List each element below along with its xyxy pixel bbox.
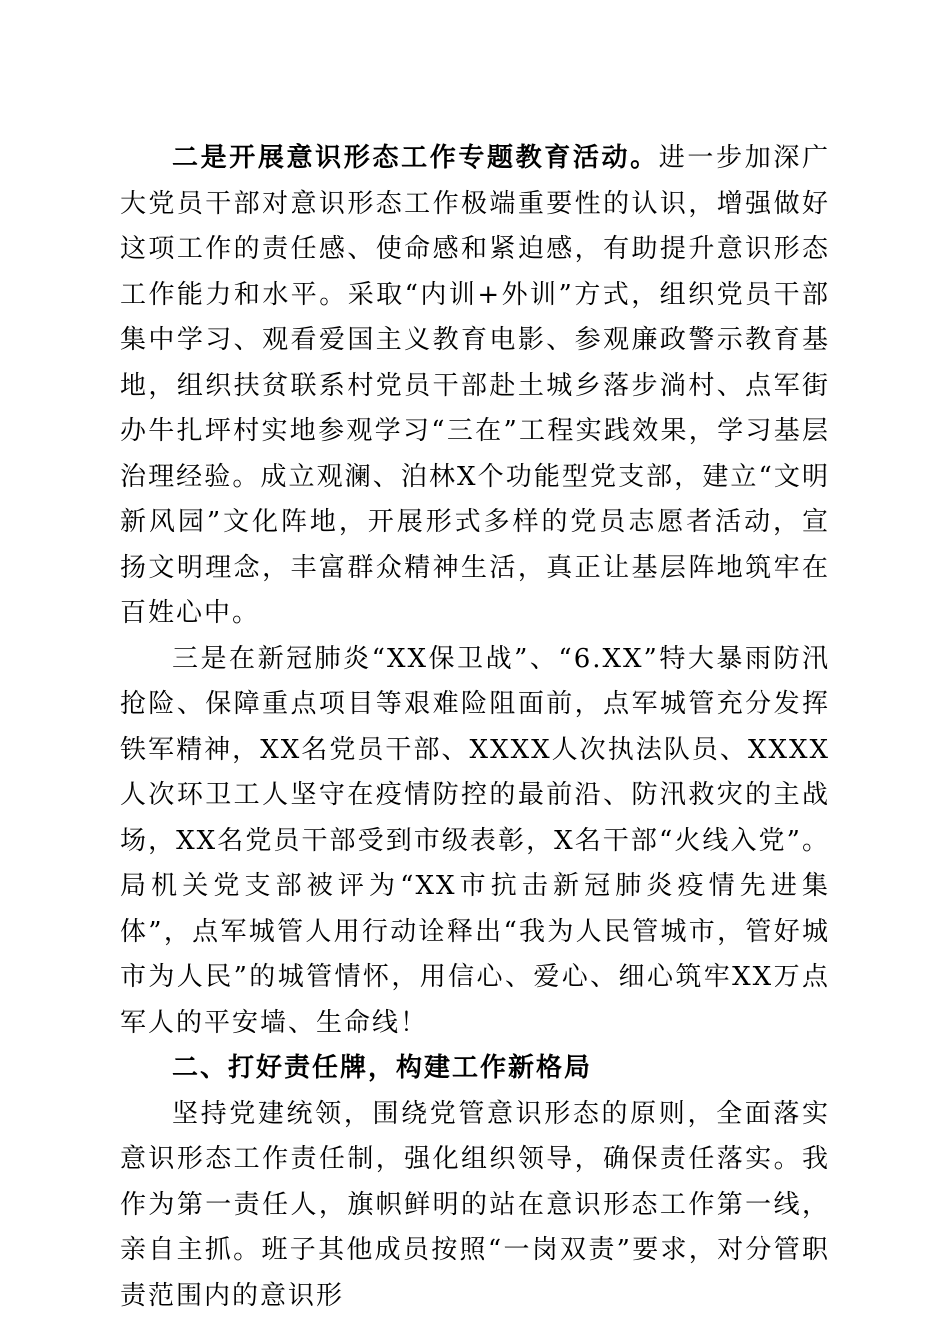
paragraph-body-text: 进一步加深广大党员干部对意识形态工作极端重要性的认识，增强做好这项工作的责任感、使命感和紧迫感，有助提升意识形态工作能力和水平。采取“内训+外训”方式，组织党员干部集中学习、观看爱国主义教育电影、参观廉政警示教育基地，组织扶贫联系村党员干部赴土城乡落步淌村、点军街办牛扎坪村实地参观学习“三在”工程实践效果，学习基层治理经验。成立观澜、泊林X个功能型党支部，建立“文明新风园”文化阵地，开展形式多样的党员志愿者活动，宣扬文明理念，丰富群众精神生活，真正让基层阵地筑牢在百姓心中。 (120, 143, 830, 628)
section-heading: 二、打好责任牌，构建工作新格局 (172, 1053, 593, 1083)
paragraph-flood-epidemic: 三是在新冠肺炎“XX保卫战”、“6.XX”特大暴雨防汛抢险、保障重点项目等艰难险阻面前，点军城管充分发挥铁军精神，XX名党员干部、XXXX人次执法队员、XXXX人次环卫工人坚守在疫情防控的最前沿、防汛救灾的主战场，XX名党员干部受到市级表彰，X名干部“火线入党”。局机关党支部被评为“XX市抗击新冠肺炎疫情先进集体”，点军城管人用行动诠释出“我为人民管城市，管好城市为人民”的城管情怀，用信心、爱心、细心筑牢XX万点军人的平安墙、生命线！ (120, 643, 830, 1038)
paragraph-education-activities (120, 136, 830, 637)
paragraph-lead-sentence: 二是开展意识形态工作专题教育活动。 (172, 143, 659, 173)
document-page (120, 136, 830, 1319)
paragraph-responsibility: 坚持党建统领，围绕党管意识形态的原则，全面落实意识形态工作责任制，强化组织领导，确保责任落实。我作为第一责任人，旗帜鲜明的站在意识形态工作第一线，亲自主抓。班子其他成员按照“一岗双责”要求，对分管职责范围内的意识形 (120, 1098, 830, 1311)
